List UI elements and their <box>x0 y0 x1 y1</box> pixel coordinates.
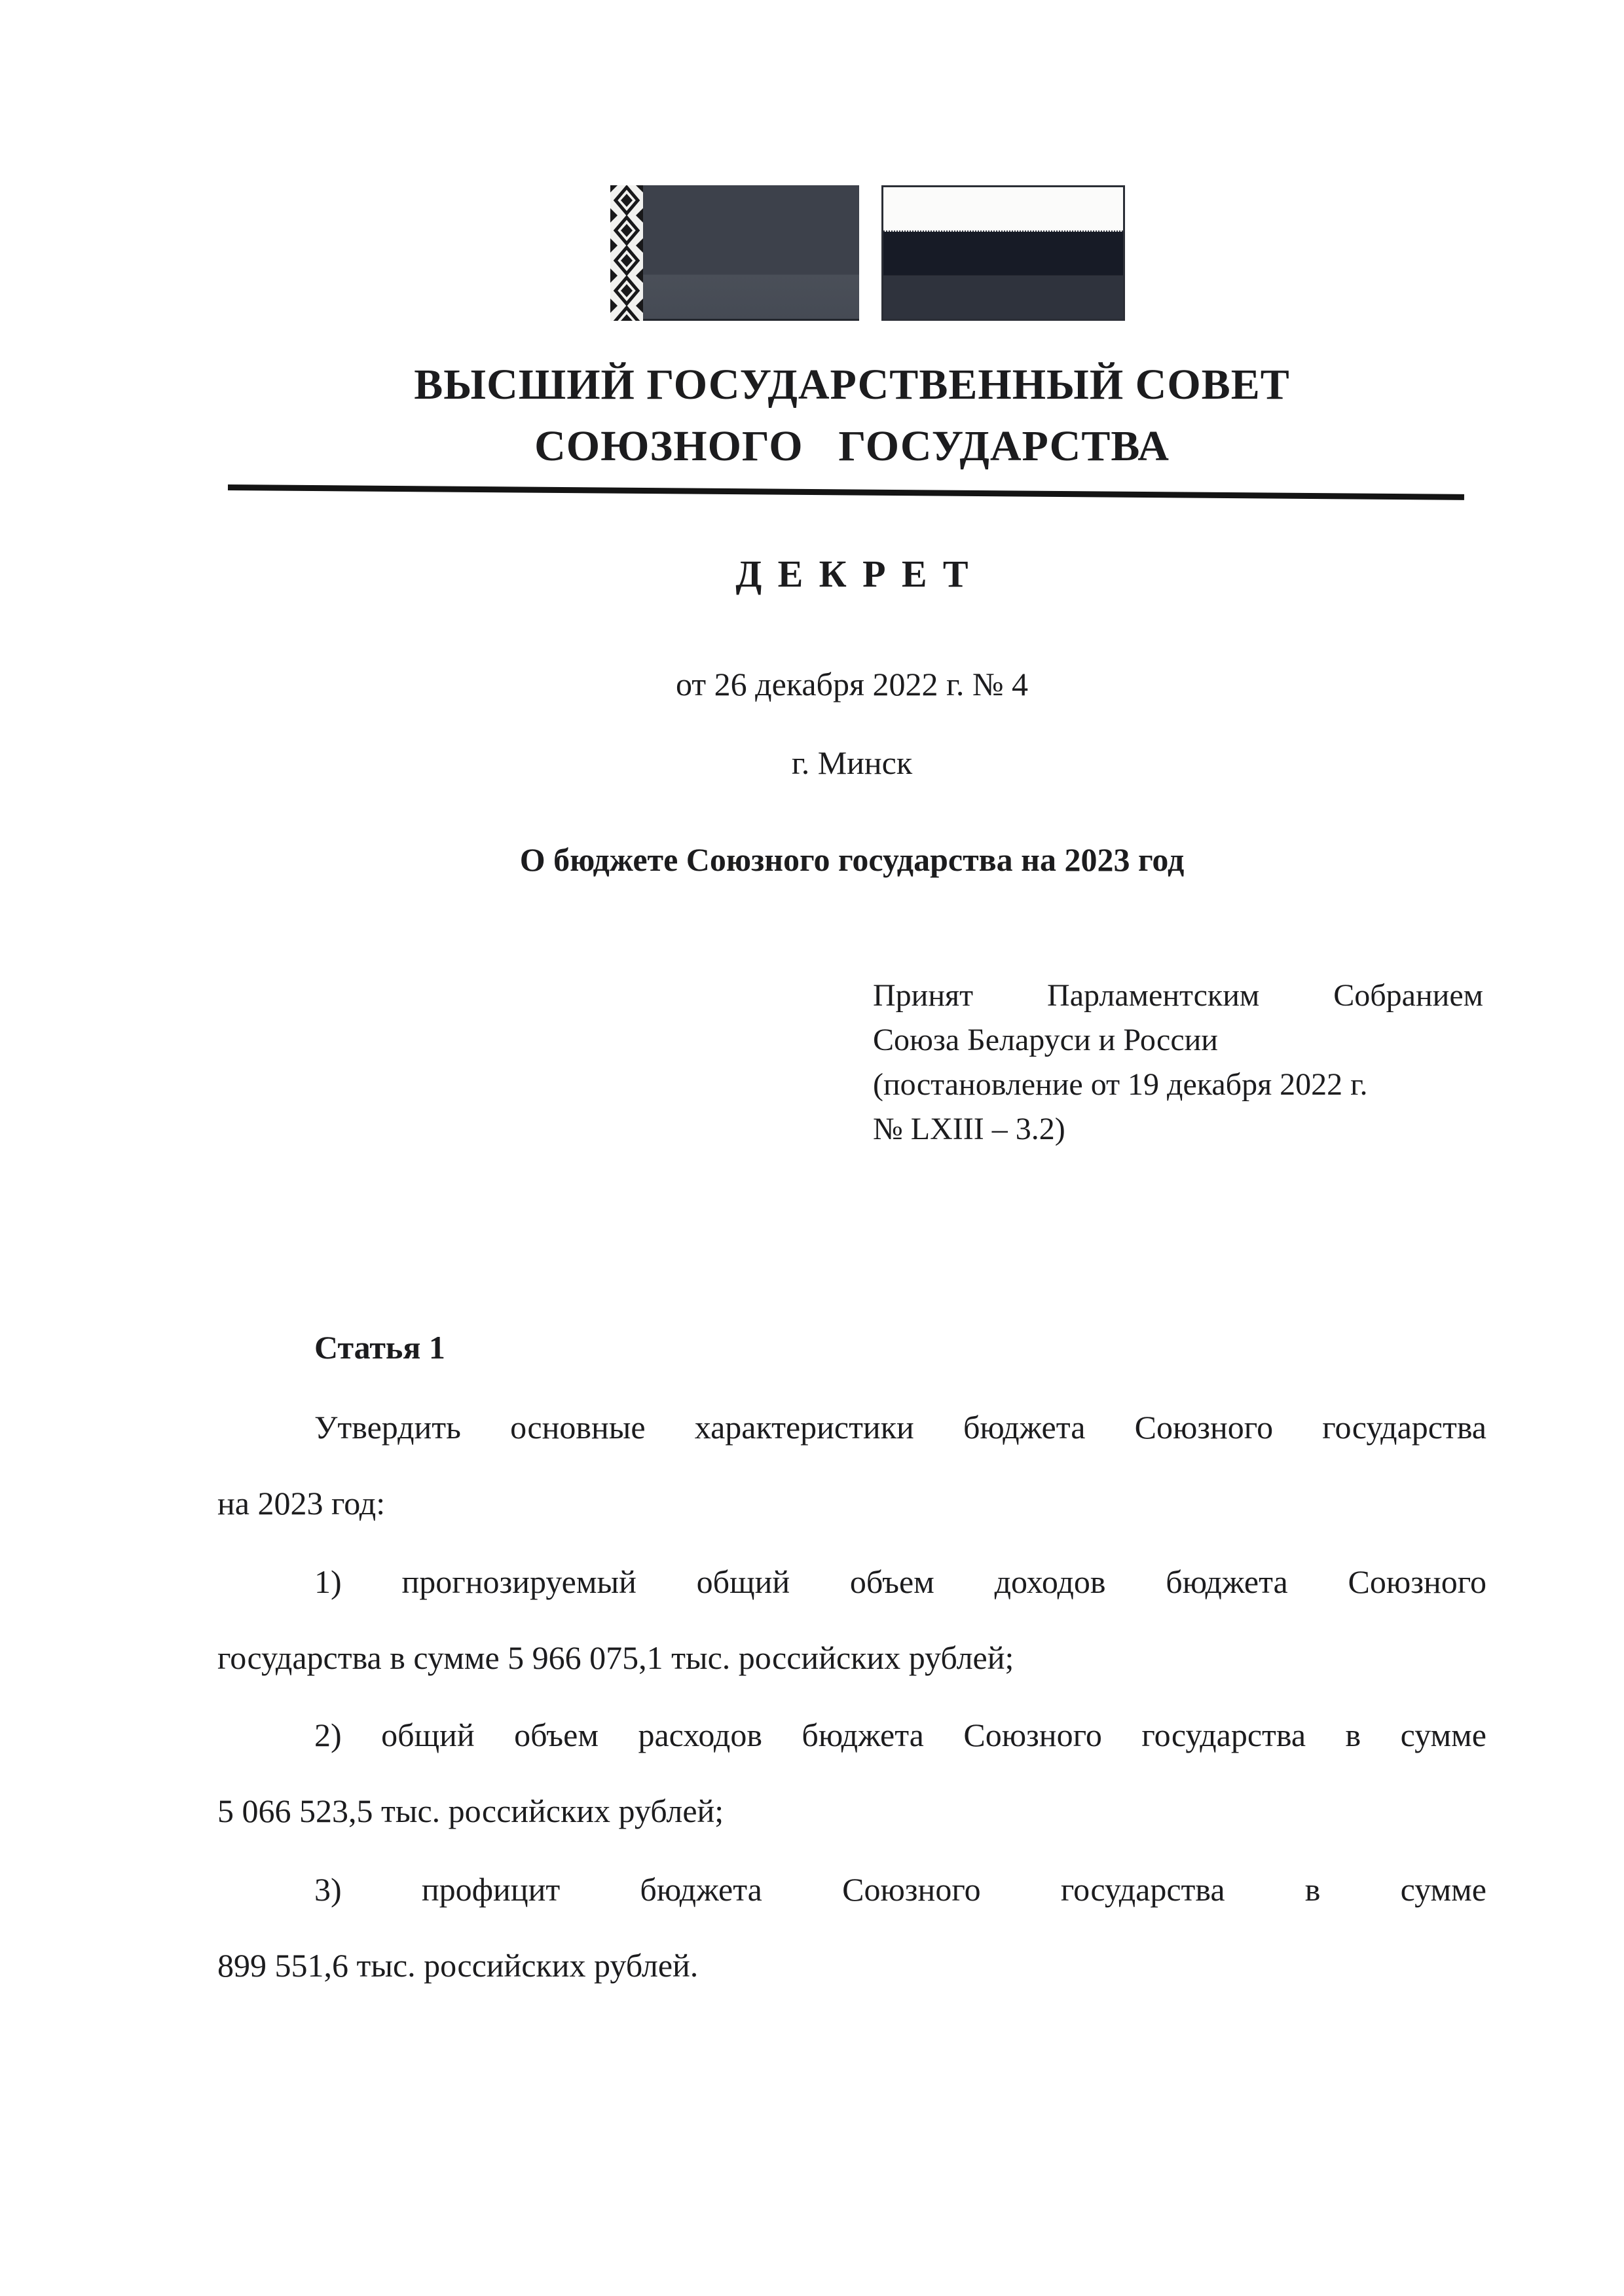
header-divider <box>228 484 1464 500</box>
article-1-item-1-line-2: государства в сумме 5 966 075,1 тыс. российских рублей; <box>217 1639 1014 1676</box>
russia-flag <box>881 185 1125 321</box>
doc-subject-title: О бюджете Союзного государства на 2023 год <box>519 841 1185 878</box>
article-1-item-2-line-1: 2) общий объем расходов бюджета Союзного государства в сумме <box>314 1717 1486 1753</box>
article-1-intro-line-1: Утвердить основные характеристики бюджета Союзного государства <box>314 1409 1486 1446</box>
doc-type-title: ДЕКРЕТ <box>735 553 984 595</box>
adoption-line-4: № LXIII – 3.2) <box>873 1112 1065 1146</box>
belarus-flag <box>610 185 859 321</box>
belarus-flag-ornament-icon <box>610 185 643 321</box>
issuing-authority-line-1: ВЫСШИЙ ГОСУДАРСТВЕННЫЙ СОВЕТ <box>414 361 1290 409</box>
issuing-authority-line-2: СОЮЗНОГО ГОСУДАРСТВА <box>534 422 1170 470</box>
article-1-item-2-line-2: 5 066 523,5 тыс. российских рублей; <box>217 1793 724 1829</box>
article-1-intro-line-2: на 2023 год: <box>217 1485 386 1522</box>
article-1-item-3-line-2: 899 551,6 тыс. российских рублей. <box>217 1947 699 1984</box>
doc-date-line: от 26 декабря 2022 г. № 4 <box>675 666 1029 702</box>
article-1-item-3-line-1: 3) профицит бюджета Союзного государства в сумме <box>314 1871 1486 1908</box>
doc-city: г. Минск <box>791 744 913 781</box>
adoption-block <box>873 974 1483 1152</box>
article-1-heading: Статья 1 <box>314 1329 445 1366</box>
adoption-line-1: Принят Парламентским Собранием <box>873 978 1483 1013</box>
belarus-flag-field <box>643 185 859 321</box>
russia-flag-blue-stripe <box>883 232 1123 275</box>
article-1-item-1-line-1: 1) прогнозируемый общий объем доходов бюджета Союзного <box>314 1563 1486 1600</box>
adoption-line-2: Союза Беларуси и России <box>873 1023 1218 1057</box>
adoption-line-3: (постановление от 19 декабря 2022 г. <box>873 1067 1368 1102</box>
russia-flag-red-stripe <box>883 275 1123 319</box>
russia-flag-white-stripe <box>883 187 1123 232</box>
